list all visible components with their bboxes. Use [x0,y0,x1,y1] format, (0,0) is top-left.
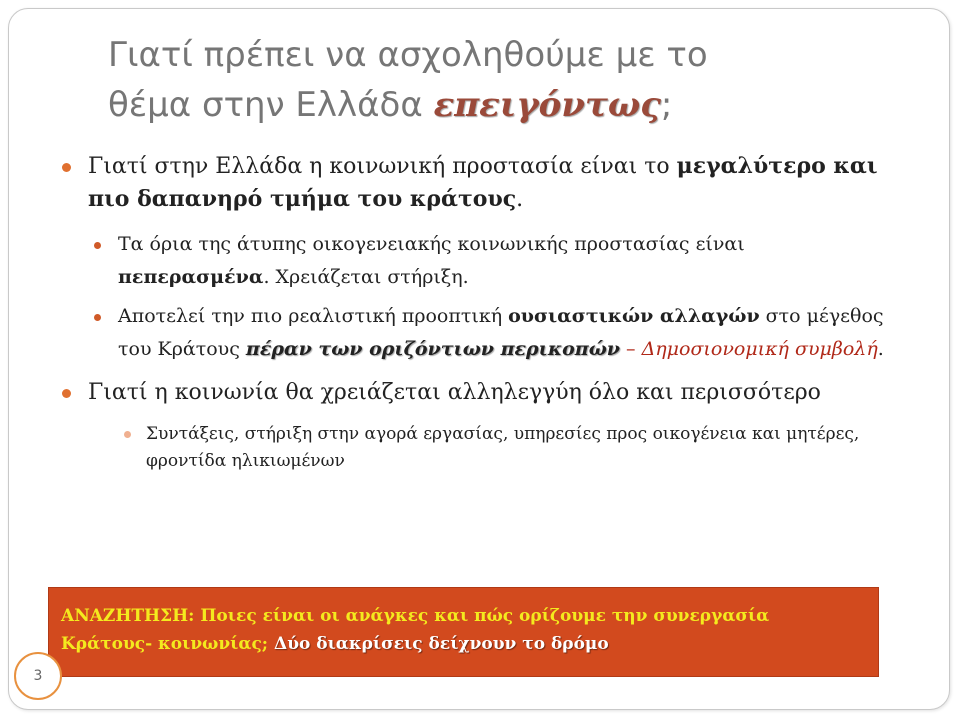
bullet-text: Γιατί η κοινωνία θα χρειάζεται αλληλεγγύη όλο και περισσότερο [88,380,821,405]
bullet-bold-text: ουσιαστικών αλλαγών [508,305,760,327]
bullet-level2-family-limits [60,228,900,294]
bullet-dot-icon [94,314,101,321]
callout-emphasis: Δύο διακρίσεις δείχνουν το δρόμο [274,634,609,654]
callout-text: ΑΝΑΖΗΤΗΣΗ: Ποιες είναι οι ανάγκες και πώς ορίζουμε την συνεργασία Κράτους- κοινωνίας; [61,606,770,654]
bullet-text-end: . [516,187,524,212]
bullet-level1-solidarity [60,376,900,409]
bullet-text: Γιατί στην Ελλάδα η κοινωνική προστασία είναι το [88,154,677,179]
bullet-red-italic-text: Δημοσιονομική συμβολή [641,338,878,360]
bullet-level1-social-protection [60,150,900,216]
bullet-bold-italic-text: πέραν των οριζόντιων περικοπών [245,338,620,360]
bullet-text: Αποτελεί την πιο ρεαλιστική προοπτική [118,305,509,327]
bullet-dot-icon [62,163,71,172]
bullet-text-mid: στο μέγεθος του Κράτους [118,305,884,360]
title-line-1: Γιατί πρέπει να ασχοληθούμε με το [108,35,708,75]
bullet-level2-needs [60,421,900,475]
bullet-bold-text: μεγαλύτερο και πιο δαπανηρό τμήμα του κράτους [88,153,878,212]
slide-content [60,150,900,481]
title-emphasis: επειγόντως [433,85,661,125]
title-line-2: θέμα στην Ελλάδα [108,85,434,125]
search-callout-box [48,587,879,677]
bullet-dot-icon [124,431,131,438]
title-suffix: ; [660,85,673,125]
bullet-level2-realistic-prospect [60,300,900,366]
bullet-text-end: . Χρειάζεται στήριξη. [263,266,469,288]
bullet-bold-text: πεπερασμένα [118,266,264,288]
bullet-dash: – [619,338,642,360]
bullet-text: Συντάξεις, στήριξη στην αγορά εργασίας, υπηρεσίες προς οικογένεια και μητέρες, φροντίδα ηλικιωμένων [146,424,860,471]
bullet-text-end: . [877,338,884,360]
slide-number-badge [14,652,62,700]
slide-title [108,30,928,130]
slide-number: 3 [33,668,43,684]
bullet-dot-icon [94,242,101,249]
bullet-text: Τα όρια της άτυπης οικογενειακής κοινωνικής προστασίας είναι [118,233,745,255]
bullet-dot-icon [62,389,71,398]
